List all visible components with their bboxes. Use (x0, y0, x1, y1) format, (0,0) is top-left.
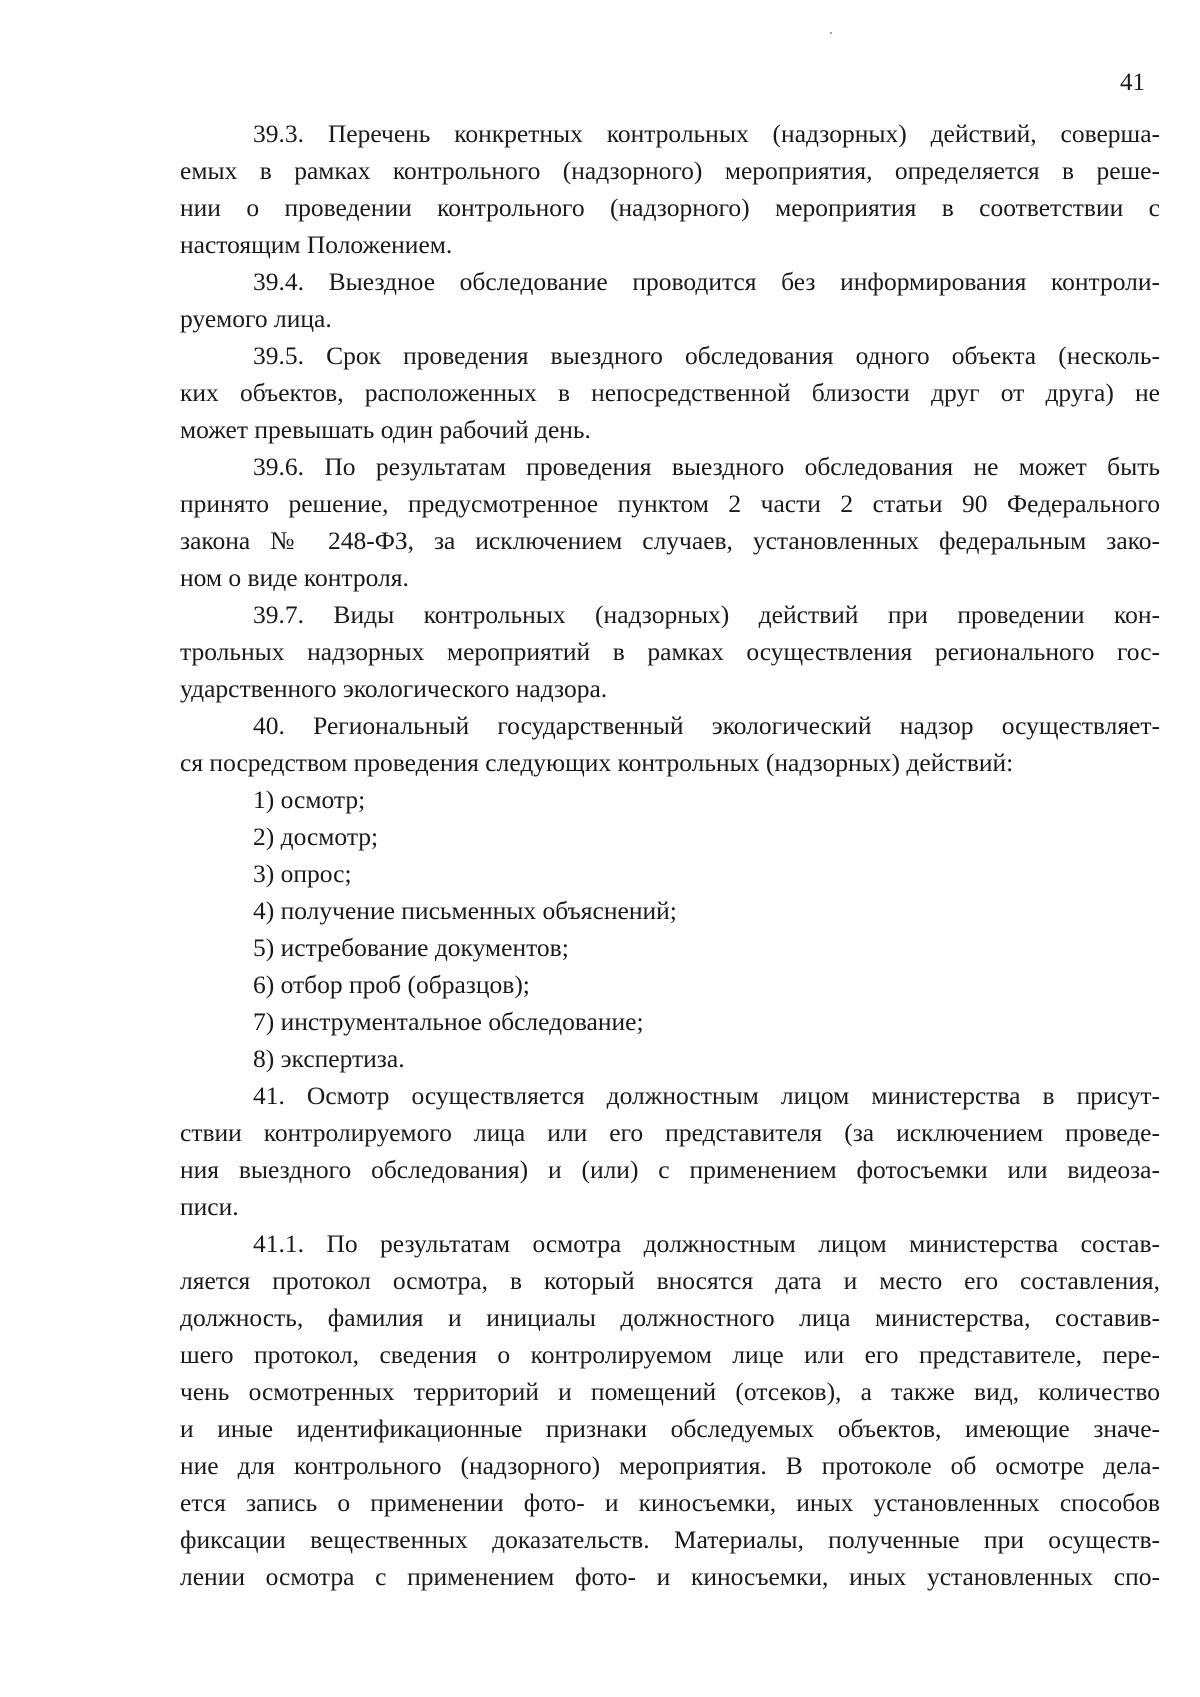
paragraph-39-6-line: 39.6. По результатам проведения выездного обследования не может быть (253, 452, 1160, 481)
page-number: 41 (1120, 69, 1145, 96)
scan-artifact-dot (830, 32, 832, 34)
paragraph-39-3-line: нии о проведении контрольного (надзорного) мероприятия в соответствии с (180, 193, 1160, 222)
paragraph-41-1-line: ние для контрольного (надзорного) мероприятия. В протоколе об осмотре дела- (180, 1451, 1160, 1480)
paragraph-41-1-line: ется запись о применении фото- и киносъемки, иных установленных способов (180, 1488, 1160, 1517)
paragraph-39-5-line: 39.5. Срок проведения выездного обследования одного объекта (несколь- (253, 341, 1160, 370)
paragraph-39-5-line: может превышать один рабочий день. (180, 415, 591, 444)
paragraph-40-line: 40. Региональный государственный экологический надзор осуществляет- (253, 711, 1160, 740)
list-item: 3) опрос; (253, 859, 352, 888)
list-item: 8) экспертиза. (253, 1044, 405, 1073)
paragraph-39-3-line: емых в рамках контрольного (надзорного) мероприятия, определяется в реше- (180, 156, 1160, 185)
list-item: 4) получение письменных объяснений; (253, 896, 677, 925)
list-item: 1) осмотр; (253, 785, 366, 814)
paragraph-39-3-line: 39.3. Перечень конкретных контрольных (надзорных) действий, соверша- (253, 119, 1160, 148)
paragraph-39-6-line: ном о виде контроля. (180, 563, 409, 592)
paragraph-39-7-line: ударственного экологического надзора. (180, 674, 608, 703)
paragraph-39-6-line: закона № 248-ФЗ, за исключением случаев, установленных федеральным зако- (180, 526, 1160, 555)
paragraph-39-7-line: 39.7. Виды контрольных (надзорных) действий при проведении кон- (253, 600, 1160, 629)
paragraph-41-line: ствии контролируемого лица или его представителя (за исключением проведе- (180, 1118, 1160, 1147)
paragraph-39-7-line: трольных надзорных мероприятий в рамках осуществления регионального гос- (180, 637, 1160, 666)
paragraph-39-4-line: 39.4. Выездное обследование проводится без информирования контроли- (253, 267, 1160, 296)
list-item: 6) отбор проб (образцов); (253, 970, 530, 999)
paragraph-39-3-line: настоящим Положением. (180, 230, 453, 259)
paragraph-41-1-line: лении осмотра с применением фото- и киносъемки, иных установленных спо- (180, 1562, 1160, 1591)
list-item: 2) досмотр; (253, 822, 379, 851)
paragraph-39-4-line: руемого лица. (180, 304, 332, 333)
paragraph-41-1-line: ляется протокол осмотра, в который вносятся дата и место его составления, (180, 1266, 1160, 1295)
paragraph-41-line: писи. (180, 1192, 239, 1221)
list-item: 7) инструментальное обследование; (253, 1007, 644, 1036)
paragraph-41-1-line: должность, фамилия и инициалы должностного лица министерства, составив- (180, 1303, 1160, 1332)
paragraph-41-line: ния выездного обследования) и (или) с применением фотосъемки или видеоза- (180, 1155, 1160, 1184)
paragraph-41-1-line: 41.1. По результатам осмотра должностным лицом министерства состав- (253, 1229, 1160, 1258)
list-item: 5) истребование документов; (253, 933, 569, 962)
paragraph-41-1-line: и иные идентификационные признаки обследуемых объектов, имеющие значе- (180, 1414, 1160, 1443)
paragraph-39-6-line: принято решение, предусмотренное пунктом 2 части 2 статьи 90 Федерального (180, 489, 1160, 518)
paragraph-40-line: ся посредством проведения следующих контрольных (надзорных) действий: (180, 748, 1014, 777)
paragraph-39-5-line: ких объектов, расположенных в непосредственной близости друг от друга) не (180, 378, 1160, 407)
document-body (180, 115, 1160, 1595)
paragraph-41-line: 41. Осмотр осуществляется должностным лицом министерства в присут- (253, 1081, 1160, 1110)
paragraph-41-1-line: фиксации вещественных доказательств. Материалы, полученные при осуществ- (180, 1525, 1160, 1554)
paragraph-41-1-line: чень осмотренных территорий и помещений (отсеков), а также вид, количество (180, 1377, 1160, 1406)
paragraph-41-1-line: шего протокол, сведения о контролируемом лице или его представителе, пере- (180, 1340, 1160, 1369)
